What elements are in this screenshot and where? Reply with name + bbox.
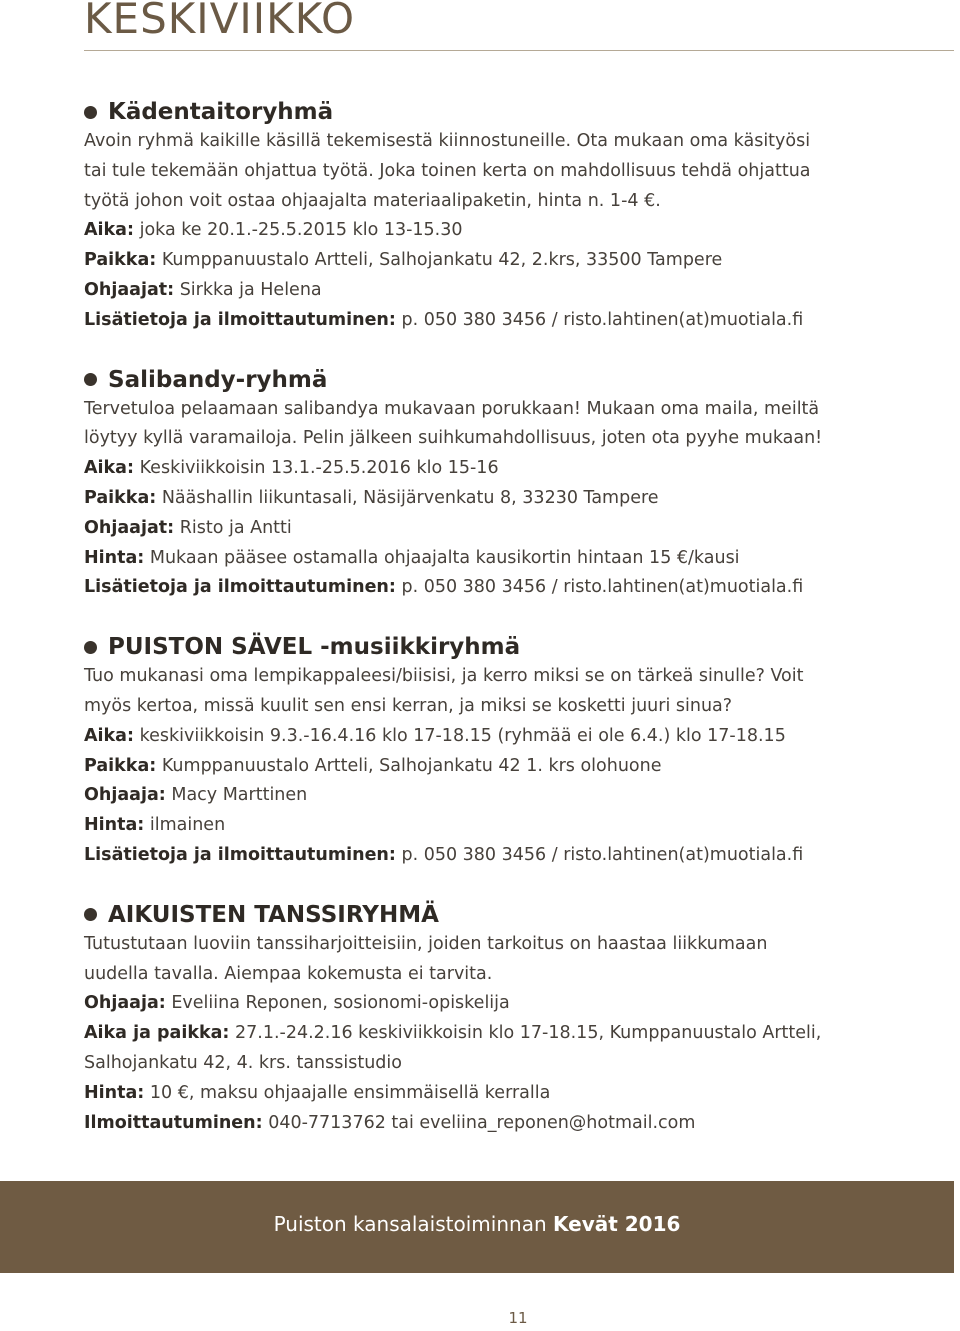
info-text: Tutustutaan luoviin tanssiharjoitteisiin, joiden tarkoitus on haastaa liikkumaan: [84, 933, 768, 954]
section-heading: [84, 896, 954, 934]
info-line: [84, 187, 954, 217]
info-line: [84, 1019, 954, 1049]
section-puiston-savel: [84, 628, 954, 871]
info-line: [84, 424, 954, 454]
heading-divider: [84, 50, 954, 51]
info-label: Hinta:: [84, 547, 145, 568]
info-text: p. 050 380 3456 / risto.lahtinen(at)muotiala.fi: [401, 577, 804, 598]
info-text: Kumppanuustalo Artteli, Salhojankatu 42, 2.krs, 33500 Tampere: [161, 250, 723, 271]
info-text: työtä johon voit ostaa ohjaajalta materiaalipaketin, hinta n. 1-4 €.: [84, 190, 661, 211]
info-label: Lisätietoja ja ilmoittautuminen:: [84, 309, 396, 330]
section-kadentaitoryhma: [84, 93, 954, 336]
info-label: Ohjaajat:: [84, 517, 175, 538]
info-text: Salhojankatu 42, 4. krs. tanssistudio: [84, 1052, 402, 1073]
section-heading: [84, 361, 954, 399]
footer-label: Puiston kansalaistoiminnan: [273, 1212, 547, 1236]
info-label: Aika:: [84, 458, 134, 479]
info-line: [84, 841, 954, 871]
info-text: Mukaan pääsee ostamalla ohjaajalta kausikortin hintaan 15 €/kausi: [149, 547, 740, 568]
info-line: [84, 811, 954, 841]
info-label: Paikka:: [84, 755, 157, 776]
info-text: Kumppanuustalo Artteli, Salhojankatu 42 1. krs olohuone: [161, 755, 662, 776]
info-line: [84, 514, 954, 544]
info-line: [84, 246, 954, 276]
info-line: [84, 127, 954, 157]
info-line: [84, 989, 954, 1019]
info-text: p. 050 380 3456 / risto.lahtinen(at)muotiala.fi: [401, 309, 804, 330]
info-line: [84, 1109, 954, 1139]
info-text: löytyy kyllä varamailoja. Pelin jälkeen suihkumahdollisuus, joten ota pyyhe mukaan!: [84, 428, 823, 449]
info-label: Hinta:: [84, 1082, 145, 1103]
info-label: Lisätietoja ja ilmoittautuminen:: [84, 577, 396, 598]
info-label: Aika ja paikka:: [84, 1023, 230, 1044]
info-text: Tuo mukanasi oma lempikappaleesi/biisisi, ja kerro miksi se on tärkeä sinulle? Voit: [84, 666, 804, 687]
info-label: Aika:: [84, 220, 134, 241]
bullet-icon: [84, 908, 97, 921]
info-label: Ohjaajat:: [84, 279, 175, 300]
section-heading: [84, 628, 954, 666]
info-line: [84, 1049, 954, 1079]
info-text: 040-7713762 tai eveliina_reponen@hotmail.com: [268, 1112, 696, 1133]
info-label: Aika:: [84, 725, 134, 746]
info-line: [84, 960, 954, 990]
info-text: ilmainen: [149, 815, 226, 836]
info-label: Paikka:: [84, 250, 157, 271]
info-line: [84, 216, 954, 246]
section-salibandy-ryhma: [84, 361, 954, 604]
info-line: [84, 752, 954, 782]
page-content: [84, 93, 954, 1163]
info-text: Keskiviikkoisin 13.1.-25.5.2016 klo 15-16: [139, 458, 499, 479]
info-text: Sirkka ja Helena: [179, 279, 322, 300]
info-line: [84, 395, 954, 425]
section-title: PUISTON SÄVEL -musiikkiryhmä: [108, 634, 521, 661]
info-text: keskiviikkoisin 9.3.-16.4.16 klo 17-18.15 (ryhmää ei ole 6.4.) klo 17-18.15: [139, 725, 786, 746]
page-title: KESKIVIIKKO: [84, 0, 356, 43]
info-label: Ohjaaja:: [84, 785, 166, 806]
info-label: Ilmoittautuminen:: [84, 1112, 263, 1133]
page-number: 11: [508, 1309, 528, 1327]
info-text: myös kertoa, missä kuulit sen ensi kerran, ja miksi se kosketti juuri sinua?: [84, 695, 733, 716]
footer-band: [0, 1181, 954, 1273]
info-text: joka ke 20.1.-25.5.2015 klo 13-15.30: [139, 220, 463, 241]
info-line: [84, 544, 954, 574]
info-text: 27.1.-24.2.16 keskiviikkoisin klo 17-18.15, Kumppanuustalo Artteli,: [234, 1023, 822, 1044]
info-line: [84, 722, 954, 752]
info-line: [84, 781, 954, 811]
info-text: Risto ja Antti: [179, 517, 292, 538]
info-label: Paikka:: [84, 487, 157, 508]
section-title: Kädentaitoryhmä: [108, 99, 334, 125]
info-line: [84, 454, 954, 484]
info-line: [84, 157, 954, 187]
info-line: [84, 484, 954, 514]
info-line: [84, 306, 954, 336]
info-line: [84, 662, 954, 692]
info-text: Nääshallin liikuntasali, Näsijärvenkatu 8, 33230 Tampere: [161, 487, 659, 508]
info-label: Hinta:: [84, 815, 145, 836]
section-heading: [84, 93, 954, 131]
info-line: [84, 930, 954, 960]
section-title: AIKUISTEN TANSSIRYHMÄ: [108, 901, 439, 928]
info-text: uudella tavalla. Aiempaa kokemusta ei tarvita.: [84, 963, 493, 984]
section-title: Salibandy-ryhmä: [108, 366, 328, 393]
info-line: [84, 276, 954, 306]
info-line: [84, 573, 954, 603]
section-aikuisten-tanssiryhma: [84, 896, 954, 1139]
info-text: Tervetuloa pelaamaan salibandya mukavaan porukkaan! Mukaan oma maila, meiltä: [84, 398, 820, 419]
info-label: Ohjaaja:: [84, 993, 166, 1014]
info-line: [84, 692, 954, 722]
info-text: 10 €, maksu ohjaajalle ensimmäisellä kerralla: [149, 1082, 551, 1103]
info-text: tai tule tekemään ohjattua työtä. Joka toinen kerta on mahdollisuus tehdä ohjattua: [84, 160, 811, 181]
bullet-icon: [84, 106, 97, 119]
footer-text: [0, 1212, 954, 1236]
info-text: Avoin ryhmä kaikille käsillä tekemisestä kiinnostuneille. Ota mukaan oma käsityösi: [84, 131, 811, 151]
footer-season: Kevät 2016: [552, 1212, 681, 1236]
info-line: [84, 1079, 954, 1109]
info-text: p. 050 380 3456 / risto.lahtinen(at)muotiala.fi: [401, 844, 804, 865]
info-text: Macy Marttinen: [171, 785, 308, 806]
bullet-icon: [84, 373, 97, 386]
info-label: Lisätietoja ja ilmoittautuminen:: [84, 844, 396, 865]
bullet-icon: [84, 641, 97, 654]
info-text: Eveliina Reponen, sosionomi-opiskelija: [171, 993, 510, 1014]
